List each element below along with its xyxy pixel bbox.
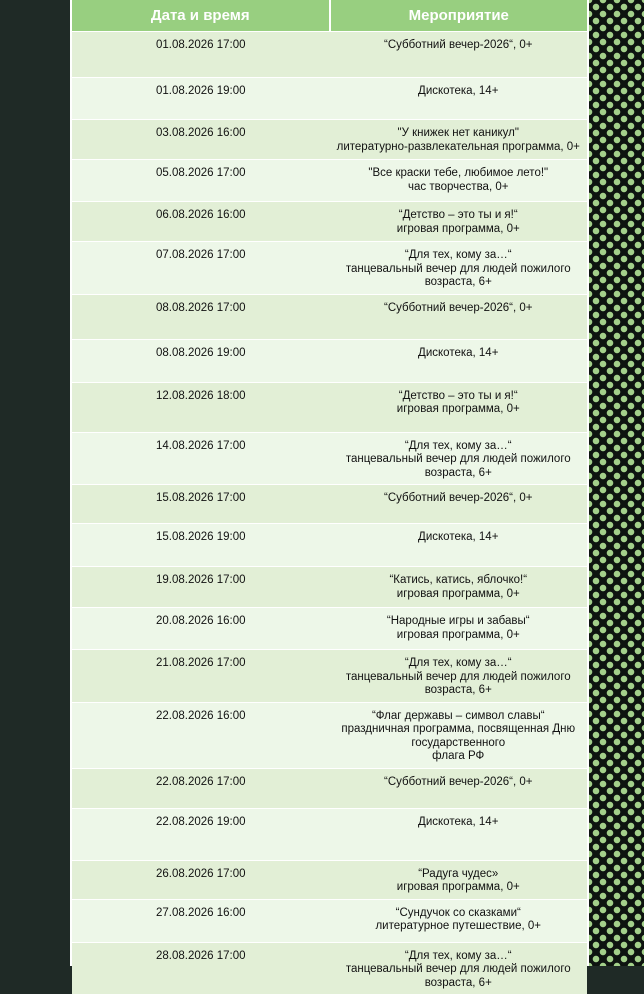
event-detail: танцевальный вечер для людей пожилого возраста, 6+ — [334, 263, 584, 290]
event-description — [330, 608, 588, 650]
event-datetime: 22.08.2026 17:00 — [72, 768, 330, 808]
event-description — [330, 339, 588, 382]
event-detail: игровая программа, 0+ — [334, 881, 584, 895]
table-row — [72, 608, 587, 650]
table-row — [72, 339, 587, 382]
event-description — [330, 860, 588, 899]
column-header-event: Мероприятие — [330, 0, 588, 32]
event-detail: игровая программа, 0+ — [334, 588, 584, 602]
table-row — [72, 432, 587, 485]
event-title: “Сундучок со сказками“ — [334, 907, 584, 921]
event-datetime: 05.08.2026 17:00 — [72, 160, 330, 202]
event-datetime: 22.08.2026 19:00 — [72, 808, 330, 860]
event-detail: час творчества, 0+ — [334, 181, 584, 195]
event-description — [330, 202, 588, 242]
event-title: “Для тех, кому за…“ — [334, 440, 584, 454]
event-detail: танцевальный вечер для людей пожилого возраста, 6+ — [334, 671, 584, 698]
column-header-date: Дата и время — [72, 0, 330, 32]
event-title: “Детство – это ты и я!“ — [334, 390, 584, 404]
table-row — [72, 650, 587, 703]
event-datetime: 03.08.2026 16:00 — [72, 120, 330, 160]
event-description — [330, 702, 588, 768]
event-title: “Катись, катись, яблочко!“ — [334, 574, 584, 588]
event-title: “Детство – это ты и я!“ — [334, 209, 584, 223]
event-detail: танцевальный вечер для людей пожилого возраста, 6+ — [334, 963, 584, 990]
table-row — [72, 485, 587, 524]
event-datetime: 15.08.2026 17:00 — [72, 485, 330, 524]
event-datetime: 01.08.2026 17:00 — [72, 32, 330, 78]
event-datetime: 15.08.2026 19:00 — [72, 524, 330, 567]
event-title: “Для тех, кому за…“ — [334, 249, 584, 263]
event-datetime: 01.08.2026 19:00 — [72, 78, 330, 120]
event-title: “Субботний вечер-2026“, 0+ — [334, 302, 584, 316]
event-detail: танцевальный вечер для людей пожилого возраста, 6+ — [334, 453, 584, 480]
event-datetime: 21.08.2026 17:00 — [72, 650, 330, 703]
event-title: “Флаг державы – символ славы“ — [334, 710, 584, 724]
event-description — [330, 294, 588, 339]
event-title: “Субботний вечер-2026“, 0+ — [334, 492, 584, 506]
table-row — [72, 382, 587, 432]
event-datetime: 22.08.2026 16:00 — [72, 702, 330, 768]
table-row — [72, 120, 587, 160]
event-description — [330, 120, 588, 160]
events-table — [72, 0, 587, 994]
event-description — [330, 650, 588, 703]
event-detail: игровая программа, 0+ — [334, 629, 584, 643]
event-datetime: 08.08.2026 19:00 — [72, 339, 330, 382]
table-row — [72, 808, 587, 860]
event-datetime: 26.08.2026 17:00 — [72, 860, 330, 899]
event-description — [330, 432, 588, 485]
header-row — [72, 0, 587, 32]
event-title: "Все краски тебе, любимое лето!" — [334, 167, 584, 181]
table-row — [72, 768, 587, 808]
event-title: “Для тех, кому за…“ — [334, 657, 584, 671]
table-row — [72, 702, 587, 768]
events-table-container — [70, 0, 589, 966]
event-description — [330, 567, 588, 608]
event-detail: игровая программа, 0+ — [334, 403, 584, 417]
event-description — [330, 899, 588, 942]
event-datetime: 12.08.2026 18:00 — [72, 382, 330, 432]
table-row — [72, 32, 587, 78]
event-title: “Народные игры и забавы“ — [334, 615, 584, 629]
event-description — [330, 485, 588, 524]
event-detail: игровая программа, 0+ — [334, 223, 584, 237]
table-row — [72, 160, 587, 202]
table-row — [72, 294, 587, 339]
event-detail: праздничная программа, посвященная Дню государственного — [334, 723, 584, 750]
event-detail: флага РФ — [334, 750, 584, 764]
event-datetime: 19.08.2026 17:00 — [72, 567, 330, 608]
table-row — [72, 202, 587, 242]
event-datetime: 08.08.2026 17:00 — [72, 294, 330, 339]
table-row — [72, 942, 587, 994]
event-description — [330, 78, 588, 120]
event-description — [330, 242, 588, 295]
event-detail: литературное путешествие, 0+ — [334, 920, 584, 934]
decorative-pattern-strip — [589, 0, 644, 966]
event-title: Дискотека, 14+ — [334, 85, 584, 99]
events-table-body — [72, 32, 587, 994]
event-title: “Субботний вечер-2026“, 0+ — [334, 39, 584, 53]
event-datetime: 06.08.2026 16:00 — [72, 202, 330, 242]
event-datetime: 20.08.2026 16:00 — [72, 608, 330, 650]
event-description — [330, 160, 588, 202]
event-datetime: 27.08.2026 16:00 — [72, 899, 330, 942]
event-description — [330, 382, 588, 432]
event-title: Дискотека, 14+ — [334, 531, 584, 545]
table-row — [72, 78, 587, 120]
event-title: “Субботний вечер-2026“, 0+ — [334, 776, 584, 790]
event-description — [330, 808, 588, 860]
table-row — [72, 899, 587, 942]
event-description — [330, 32, 588, 78]
event-description — [330, 524, 588, 567]
event-title: Дискотека, 14+ — [334, 816, 584, 830]
event-datetime: 14.08.2026 17:00 — [72, 432, 330, 485]
event-datetime: 07.08.2026 17:00 — [72, 242, 330, 295]
event-detail: литературно-развлекательная программа, 0+ — [334, 141, 584, 155]
event-title: “Радуга чудес» — [334, 868, 584, 882]
event-description — [330, 768, 588, 808]
event-title: Дискотека, 14+ — [334, 347, 584, 361]
event-title: "У книжек нет каникул" — [334, 127, 584, 141]
event-datetime: 28.08.2026 17:00 — [72, 942, 330, 994]
event-description — [330, 942, 588, 994]
table-row — [72, 524, 587, 567]
table-row — [72, 242, 587, 295]
table-row — [72, 567, 587, 608]
event-title: “Для тех, кому за…“ — [334, 950, 584, 964]
table-row — [72, 860, 587, 899]
left-sidebar — [0, 0, 70, 966]
